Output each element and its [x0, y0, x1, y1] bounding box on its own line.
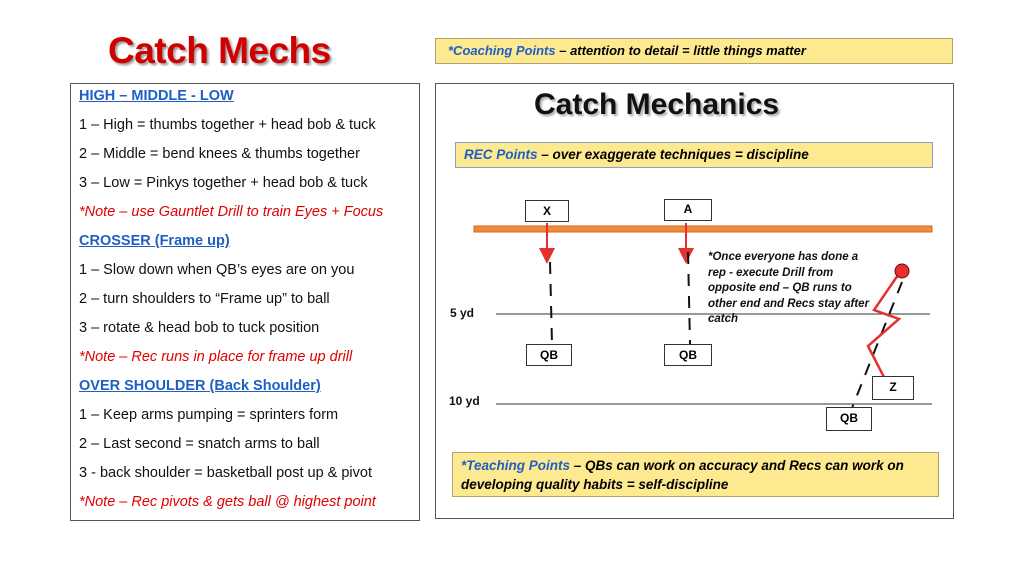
player-qb-right: QB	[664, 344, 712, 366]
list-item: 2 – Middle = bend knees & thumbs together	[79, 146, 360, 162]
list-item: 3 - back shoulder = basketball post up & pivot	[79, 465, 372, 481]
throw-path-right	[688, 252, 690, 344]
teaching-points-text: – QBs can work on accuracy and Recs can work on developing quality habits = self-discipline	[461, 458, 904, 492]
rec-points-text: – over exaggerate techniques = discipline	[537, 147, 809, 162]
coaching-points-text: – attention to detail = little things matter	[555, 43, 806, 58]
note-item: *Note – Rec runs in place for frame up drill	[79, 349, 353, 365]
teaching-points-lead: *Teaching Points	[461, 458, 571, 473]
yard-label-10: 10 yd	[449, 394, 480, 408]
page-title: Catch Mechs	[108, 30, 331, 71]
list-item: 2 – turn shoulders to “Frame up” to ball	[79, 291, 330, 307]
player-z: Z	[872, 376, 914, 400]
yard-label-5: 5 yd	[450, 306, 475, 320]
coaching-points-lead: *Coaching Points	[448, 43, 556, 58]
player-x: X	[525, 200, 569, 222]
player-a: A	[664, 199, 712, 221]
section-heading-crosser: CROSSER (Frame up)	[79, 233, 230, 249]
section-heading-high-middle-low: HIGH – MIDDLE - LOW	[79, 88, 234, 104]
rec-points-lead: REC Points	[464, 147, 538, 162]
line-of-scrimmage-bar	[474, 226, 932, 232]
ball-icon	[895, 264, 909, 278]
list-item: 1 – Keep arms pumping = sprinters form	[79, 407, 339, 423]
section-heading-over-shoulder: OVER SHOULDER (Back Shoulder)	[79, 378, 321, 394]
list-item: 3 – Low = Pinkys together + head bob & tuck	[79, 175, 368, 191]
list-item: 3 – rotate & head bob to tuck position	[79, 320, 320, 336]
list-item: 1 – Slow down when QB’s eyes are on you	[79, 262, 355, 278]
list-item: 2 – Last second = snatch arms to ball	[79, 436, 320, 452]
teaching-points-banner	[452, 452, 939, 497]
throw-path-left	[550, 262, 552, 344]
player-qb-left: QB	[526, 344, 572, 366]
list-item: 1 – High = thumbs together + head bob & tuck	[79, 117, 376, 133]
drill-instructions: *Once everyone has done a rep - execute Drill from opposite end – QB runs to other end and Recs stay after catch	[708, 251, 870, 325]
panel-heading: Catch Mechanics	[534, 88, 780, 121]
note-item: *Note – Rec pivots & gets ball @ highest point	[79, 494, 376, 510]
note-item: *Note – use Gauntlet Drill to train Eyes + Focus	[79, 204, 384, 220]
player-qb-z: QB	[826, 407, 872, 431]
